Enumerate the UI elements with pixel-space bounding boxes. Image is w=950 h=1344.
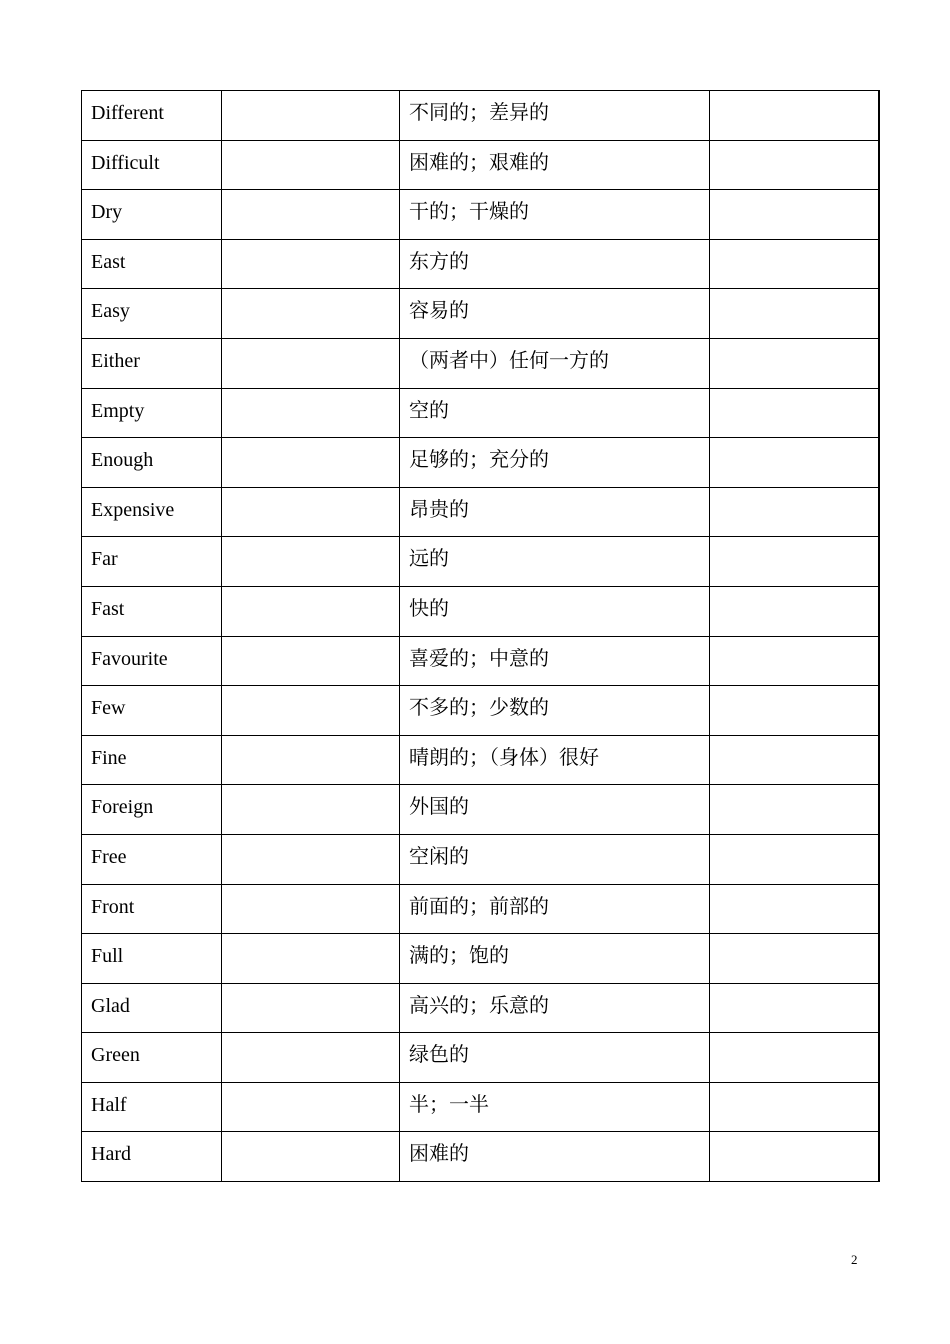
meaning-cell	[400, 934, 710, 984]
table-row	[82, 686, 879, 736]
chinese-meaning: 喜爱的；中意的	[409, 647, 549, 670]
table-row	[82, 785, 879, 835]
chinese-meaning: 足够的；充分的	[409, 449, 549, 472]
blank-cell	[710, 140, 879, 190]
meaning-cell	[400, 289, 710, 339]
english-word: Far	[91, 548, 118, 571]
word-cell	[82, 438, 222, 488]
chinese-meaning: 快的	[409, 597, 449, 620]
english-word: Either	[91, 349, 140, 372]
blank-cell	[710, 190, 879, 240]
word-cell	[82, 934, 222, 984]
chinese-meaning: 外国的	[409, 796, 469, 819]
vocabulary-table	[81, 90, 880, 1182]
word-cell	[82, 1082, 222, 1132]
blank-cell	[710, 686, 879, 736]
table-row	[82, 91, 879, 141]
meaning-cell	[400, 785, 710, 835]
blank-cell	[222, 884, 400, 934]
table-row	[82, 983, 879, 1033]
meaning-cell	[400, 239, 710, 289]
word-cell	[82, 91, 222, 141]
chinese-meaning: 不多的；少数的	[409, 697, 549, 720]
blank-cell	[710, 586, 879, 636]
blank-cell	[710, 636, 879, 686]
table-row	[82, 487, 879, 537]
blank-cell	[222, 785, 400, 835]
table-row	[82, 190, 879, 240]
table-row	[82, 735, 879, 785]
blank-cell	[710, 735, 879, 785]
blank-cell	[222, 934, 400, 984]
chinese-meaning: 远的	[409, 548, 449, 571]
table-row	[82, 537, 879, 587]
blank-cell	[710, 487, 879, 537]
meaning-cell	[400, 140, 710, 190]
blank-cell	[710, 239, 879, 289]
blank-cell	[222, 438, 400, 488]
meaning-cell	[400, 1033, 710, 1083]
blank-cell	[710, 537, 879, 587]
word-cell	[82, 884, 222, 934]
blank-cell	[222, 586, 400, 636]
word-cell	[82, 834, 222, 884]
table-row	[82, 1132, 879, 1182]
meaning-cell	[400, 983, 710, 1033]
chinese-meaning: 昂贵的	[409, 498, 469, 521]
english-word: Different	[91, 102, 164, 124]
meaning-cell	[400, 338, 710, 388]
english-word: Foreign	[91, 796, 154, 819]
chinese-meaning: 满的；饱的	[409, 945, 509, 968]
blank-cell	[710, 388, 879, 438]
table-row	[82, 1033, 879, 1083]
blank-cell	[710, 438, 879, 488]
word-cell	[82, 289, 222, 339]
table-row	[82, 338, 879, 388]
page-number: 2	[851, 1252, 858, 1267]
blank-cell	[222, 239, 400, 289]
english-word: Hard	[91, 1143, 131, 1166]
meaning-cell	[400, 686, 710, 736]
english-word: East	[91, 250, 126, 273]
meaning-cell	[400, 1082, 710, 1132]
blank-cell	[710, 983, 879, 1033]
english-word: Full	[91, 945, 124, 968]
vocabulary-table-body	[82, 91, 879, 1182]
blank-cell	[222, 91, 400, 141]
blank-cell	[710, 1132, 879, 1182]
meaning-cell	[400, 884, 710, 934]
table-row	[82, 1082, 879, 1132]
english-word: Expensive	[91, 498, 175, 521]
chinese-meaning: 困难的；艰难的	[409, 151, 549, 174]
english-word: Few	[91, 697, 126, 720]
table-row	[82, 239, 879, 289]
blank-cell	[710, 1082, 879, 1132]
word-cell	[82, 586, 222, 636]
english-word: Fast	[91, 597, 125, 620]
chinese-meaning: 高兴的；乐意的	[409, 994, 549, 1017]
table-row	[82, 884, 879, 934]
meaning-cell	[400, 834, 710, 884]
blank-cell	[222, 983, 400, 1033]
table-row	[82, 289, 879, 339]
word-cell	[82, 983, 222, 1033]
word-cell	[82, 537, 222, 587]
blank-cell	[222, 735, 400, 785]
word-cell	[82, 1033, 222, 1083]
chinese-meaning: 东方的	[409, 250, 469, 273]
english-word: Easy	[91, 300, 130, 323]
chinese-meaning: 空闲的	[409, 845, 469, 868]
meaning-cell	[400, 388, 710, 438]
english-word: Empty	[91, 399, 145, 422]
word-cell	[82, 636, 222, 686]
blank-cell	[222, 289, 400, 339]
blank-cell	[710, 91, 879, 141]
word-cell	[82, 338, 222, 388]
english-word: Favourite	[91, 647, 168, 670]
table-row	[82, 934, 879, 984]
word-cell	[82, 239, 222, 289]
chinese-meaning: 空的	[409, 399, 449, 422]
blank-cell	[710, 785, 879, 835]
blank-cell	[222, 636, 400, 686]
word-cell	[82, 735, 222, 785]
english-word: Half	[91, 1093, 127, 1116]
word-cell	[82, 487, 222, 537]
meaning-cell	[400, 636, 710, 686]
table-row	[82, 586, 879, 636]
english-word: Dry	[91, 201, 123, 224]
word-cell	[82, 686, 222, 736]
chinese-meaning: 困难的	[409, 1143, 469, 1166]
table-row	[82, 636, 879, 686]
meaning-cell	[400, 1132, 710, 1182]
chinese-meaning: （两者中）任何一方的	[409, 349, 609, 372]
chinese-meaning: 不同的；差异的	[409, 102, 549, 124]
chinese-meaning: 前面的；前部的	[409, 895, 549, 918]
english-word: Fine	[91, 746, 127, 769]
blank-cell	[222, 140, 400, 190]
blank-cell	[222, 834, 400, 884]
english-word: Glad	[91, 994, 130, 1017]
meaning-cell	[400, 537, 710, 587]
blank-cell	[710, 934, 879, 984]
table-row	[82, 388, 879, 438]
english-word: Green	[91, 1044, 140, 1067]
english-word: Free	[91, 845, 127, 868]
chinese-meaning: 半；一半	[409, 1093, 489, 1116]
blank-cell	[710, 1033, 879, 1083]
word-cell	[82, 1132, 222, 1182]
blank-cell	[222, 1033, 400, 1083]
word-cell	[82, 190, 222, 240]
chinese-meaning: 晴朗的；（身体）很好	[409, 746, 599, 769]
blank-cell	[222, 1132, 400, 1182]
blank-cell	[222, 388, 400, 438]
word-cell	[82, 388, 222, 438]
table-row	[82, 438, 879, 488]
meaning-cell	[400, 190, 710, 240]
table-row	[82, 834, 879, 884]
blank-cell	[710, 884, 879, 934]
meaning-cell	[400, 438, 710, 488]
blank-cell	[222, 1082, 400, 1132]
meaning-cell	[400, 91, 710, 141]
english-word: Enough	[91, 449, 154, 472]
blank-cell	[710, 834, 879, 884]
meaning-cell	[400, 586, 710, 636]
meaning-cell	[400, 735, 710, 785]
chinese-meaning: 容易的	[409, 300, 469, 323]
blank-cell	[222, 686, 400, 736]
chinese-meaning: 干的；干燥的	[409, 201, 529, 224]
meaning-cell	[400, 487, 710, 537]
blank-cell	[710, 289, 879, 339]
blank-cell	[222, 190, 400, 240]
english-word: Difficult	[91, 151, 160, 174]
blank-cell	[710, 338, 879, 388]
english-word: Front	[91, 895, 135, 918]
blank-cell	[222, 338, 400, 388]
blank-cell	[222, 537, 400, 587]
chinese-meaning: 绿色的	[409, 1044, 469, 1067]
blank-cell	[222, 487, 400, 537]
word-cell	[82, 785, 222, 835]
table-row	[82, 140, 879, 190]
word-cell	[82, 140, 222, 190]
